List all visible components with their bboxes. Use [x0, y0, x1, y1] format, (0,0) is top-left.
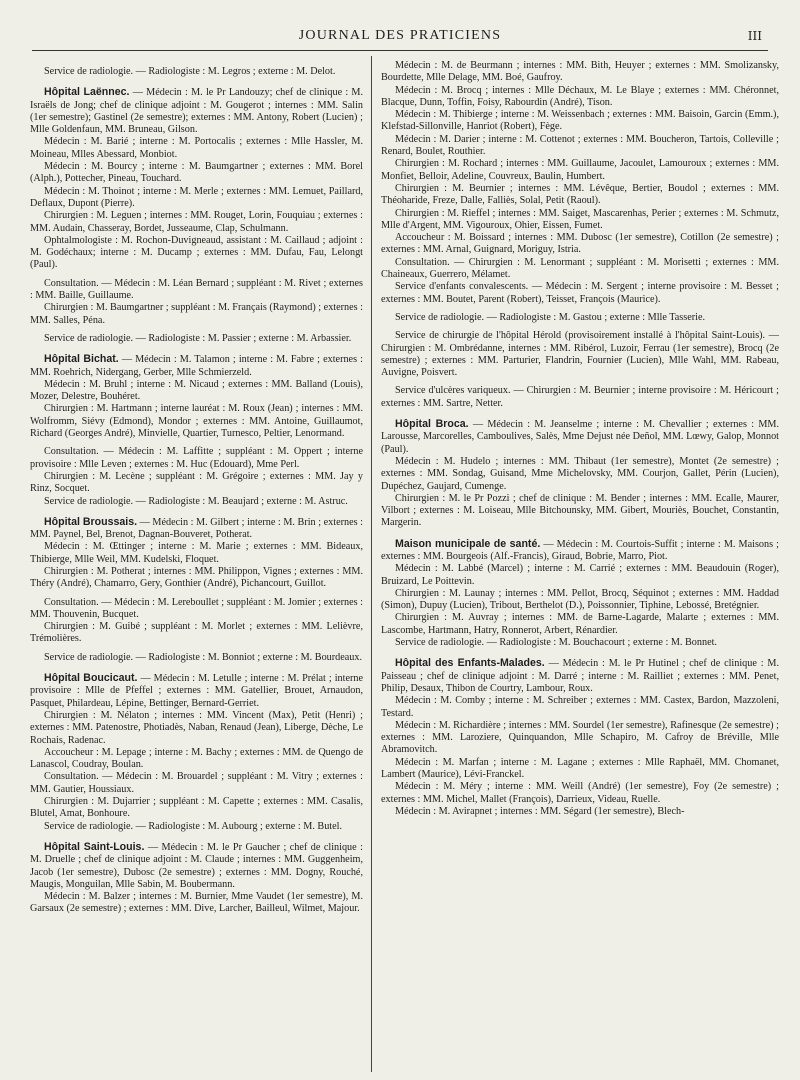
staff-paragraph: Médecin : M. Œttinger ; interne : M. Marie ; externes : MM. Bideaux, Thibierge, Mlle Weil, MM. Kudelski, Floquet.	[30, 541, 363, 565]
hospital-name: Hôpital Broussais.	[44, 515, 138, 528]
hospital-name: Hôpital Saint-Louis.	[44, 840, 145, 853]
staff-paragraph: Service de radiologie. — Radiologiste : M. Bouchacourt ; externe : M. Bonnet.	[395, 637, 717, 649]
staff-paragraph: Consultation. — Médecin : M. Laffitte ; suppléant : M. Oppert ; interne provisoire : Mlle Leven ; externes : M. Huc (Edouard), Mme Perl.	[30, 446, 363, 470]
staff-paragraph: Médecin : M. Brocq ; internes : Mlle Déchaux, M. Le Blaye ; externes : MM. Chéronnet, Blacque, Dunn, Toffin, Foisy, Rabourdin (André), Tison.	[381, 84, 779, 108]
hospital-name: Maison municipale de santé.	[395, 537, 541, 550]
staff-paragraph: Médecin : M. de Beurmann ; internes : MM. Bith, Heuyer ; externes : MM. Smolizansky, Bourdette, Mlle Delage, MM. Boé, Gaufroy.	[381, 60, 779, 84]
staff-paragraph: Service d'ulcères variqueux. — Chirurgien : M. Beurnier ; interne provisoire : M. Héricourt ; externes : MM. Sartre, Netter.	[381, 385, 779, 409]
left-column	[30, 60, 363, 916]
staff-paragraph: Médecin : M. Comby ; interne : M. Schreiber ; externes : MM. Castex, Bardon, Mazzoleni, Testard.	[381, 695, 779, 719]
entry-text: — Médecin : M. Letulle ; interne : M. Prélat ; interne provisoire : Mlle de Pfeffel ; externes : MM. Gatellier, Brouet, Arnaudon, Pasquet, Philardeau, Lépine, Bettinger, Bernard-Gerriet.	[30, 673, 363, 709]
entry-text: — Médecin : M. Gilbert ; interne : M. Brin ; externes : MM. Paynel, Bel, Brenot, Dagnan-Bouveret, Potherat.	[30, 516, 363, 541]
staff-paragraph: Chirurgien : M. Leguen ; internes : MM. Rouget, Lorin, Fouquiau ; externes : MM. Audain, Chasseray, Bordet, Jusseaume, Clap, Schulmann.	[30, 210, 363, 234]
staff-paragraph: Consultation. — Chirurgien : M. Lenormant ; suppléant : M. Morisetti ; externes : MM. Chaineaux, Guerrero, Mélamet.	[381, 256, 779, 281]
staff-paragraph: Service de radiologie. — Radiologiste : M. Beaujard ; externe : M. Astruc.	[44, 495, 348, 507]
hospital-entry	[381, 418, 779, 456]
journal-title: JOURNAL DES PRATICIENS	[298, 28, 502, 43]
staff-paragraph: Médecin : M. Méry ; interne : MM. Weill (André) (1er semestre), Foy (2e semestre) ; externes : MM. Michel, Mallet (François), Darrieux, Videau, Ruelle.	[381, 781, 779, 805]
staff-paragraph: Médecin : M. Bruhl ; interne : M. Nicaud ; externes : MM. Balland (Louis), Mozer, Delestre, Bouhéret.	[30, 378, 363, 403]
hospital-name: Hôpital Bichat.	[44, 353, 119, 366]
staff-paragraph: Service de radiologie. — Radiologiste : M. Legros ; externe : M. Delot.	[44, 66, 336, 77]
staff-paragraph: Médecin : M. Bourcy ; interne : M. Baumgartner ; externes : MM. Borel (Alph.), Pottecher, Pineau, Touchard.	[30, 161, 363, 185]
staff-paragraph: Chirurgien : M. Lecène ; suppléant : M. Grégoire ; externes : MM. Jay y Rinz, Socquet.	[30, 470, 363, 495]
staff-paragraph: Médecin : M. Richardière ; internes : MM. Sourdel (1er semestre), Rafinesque (2e semestre) ; externes : MM. Laroziere, Quinquandon, Mlle Schapiro, M. Cafroy de Bréville, Mlle Abramovitch.	[381, 719, 779, 756]
hospital-entry	[381, 657, 779, 695]
staff-paragraph: Chirurgien : M. Baumgartner ; suppléant : M. Français (Raymond) ; externes : MM. Salles, Péna.	[30, 302, 363, 326]
staff-paragraph: Médecin : M. Balzer ; internes : M. Burnier, Mme Vaudet (1er semestre), M. Garsaux (2e semestre) ; externes : MM. Dive, Larcher, Bailleul, Wilmet, Majour.	[30, 891, 363, 915]
hospital-entry	[30, 841, 363, 891]
staff-paragraph: Médecin : M. Marfan ; interne : M. Lagane ; externes : Mlle Raphaël, MM. Chomanet, Lambert (Maurice), Lévi-Franckel.	[381, 756, 779, 781]
entry-text: — Médecin : M. le Pr Landouzy; chef de clinique : M. Israëls de Jong; chef de clinique adjoint : M. Gougerot ; internes : MM. Salin (1er semestre); Gastinel (2e semestre); externes : MM. Antony, Robert (Lucien) ; Mlle Goldenfaun, MM. Bruneau, Gilson.	[30, 87, 364, 136]
staff-paragraph: Chirurgien : M. Hartmann ; interne lauréat : M. Roux (Jean) ; internes : MM. Wolfromm, Siévy (Edmond), Mondor ; externes : MM. Antoine, Guillaumot, Richard (Georges André), Minvielle, Quartier, Turnesco, Peltier, Lenormand.	[30, 403, 363, 440]
staff-paragraph: Service de chirurgie de l'hôpital Hérold (provisoirement installé à l'hôpital Saint-Louis). — Chirurgien : M. Ombrédanne, internes : MM. Ribérol, Luzoir, Ferrau (1er semestre), Brocq (2e semestre) ; externes : MM. Parturier, Flandrin, Fournier (Lucien), Mlle Wahl, MM. Rabeau, Auvigne, Poisvert.	[381, 330, 779, 379]
hospital-entry	[30, 353, 363, 379]
staff-paragraph: Médecin : M. Thoinot ; interne : M. Merle ; externes : MM. Lemuet, Paillard, Deflaux, Dupont (Pierre).	[30, 185, 363, 209]
staff-paragraph: Chirurgien : M. Rieffel ; internes : MM. Saiget, Mascarenhas, Perier ; externes : M. Schmutz, Mlle d'Argent, MM. Vigouroux, Ohier, Eissen, Fumet.	[381, 207, 779, 231]
page-header	[30, 28, 770, 52]
staff-paragraph: Ophtalmologiste : M. Rochon-Duvigneaud, assistant : M. Caillaud ; adjoint : M. Godéchaux; interne : M. Ducamp ; externes : MM. Dufau, Fau, Lelongt (Paul).	[30, 234, 363, 271]
entry-text: — Médecin : M. le Pr Hutinel ; chef de clinique : M. Paisseau ; chef de clinique adjoint : M. Darré ; interne : M. Railliet ; externes : MM. Penet, Philip, Desaux, Thibon de Courtry, Lambour, Roux.	[381, 658, 779, 694]
entry-text: — Médecin : M. Jeanselme ; interne : M. Chevallier ; externes : MM. Larousse, Marcorelles, Camboulives, Salès, Mme Dejust née Deñol, MM. Lœwy, Galop, Monnot (Paul).	[381, 419, 779, 455]
staff-paragraph: Accoucheur : M. Boissard ; internes : MM. Dubosc (1er semestre), Cotillon (2e semestre) ; externes : MM. Arnal, Guignard, Moriguy, Istria.	[381, 232, 779, 256]
staff-paragraph: Chirurgien : M. Auvray ; internes : MM. de Barne-Lagarde, Malarte ; externes : MM. Lascombe, Hartmann, Hatry, Ronnerot, Arbert, Rénardier.	[381, 612, 779, 636]
right-column	[381, 60, 779, 818]
hospital-name: Hôpital des Enfants-Malades.	[395, 657, 545, 670]
staff-paragraph: Chirurgien : M. Nélaton ; internes : MM. Vincent (Max), Petit (Henri) ; externes : MM. Patenostre, Photiadès, Naban, Renaud (Jean), Liberge, Dèche, Le Rochais, Radenac.	[30, 709, 363, 746]
staff-paragraph: Chirurgien : M. Dujarrier ; suppléant : M. Capette ; externes : MM. Casalis, Blutel, Amat, Bonhoure.	[30, 796, 363, 820]
hospital-name: Hôpital Boucicaut.	[44, 672, 138, 685]
staff-paragraph: Médecin : M. Labbé (Marcel) ; interne : M. Carrié ; externes : MM. Beaudouin (Roger), Bruizard, Le Poittevin.	[381, 563, 779, 587]
entry-text: — Médecin : M. Courtois-Suffit ; interne : M. Maisons ; externes : MM. Bourgeois (Alf.-Francis), Giraud, Bobrie, Marro, Piot.	[381, 538, 779, 562]
staff-paragraph: Chirurgien : M. Rochard ; internes : MM. Guillaume, Jacoulet, Lamouroux ; externes : MM. Monfiet, Belloir, Adeline, Couvreux, Baulin, Humbert.	[381, 158, 779, 182]
staff-paragraph: Service de radiologie. — Radiologiste : M. Aubourg ; externe : M. Butel.	[44, 820, 343, 832]
staff-paragraph: Médecin : M. Avirapnet ; internes : MM. Ségard (1er semestre), Blech-	[395, 805, 685, 817]
staff-paragraph: Consultation. — Médecin : M. Lereboullet ; suppléant : M. Jomier ; externes : MM. Thouvenin, Bucquet.	[30, 596, 363, 620]
staff-paragraph: Médecin : M. Hudelo ; internes : MM. Thibaut (1er semestre), Montet (2e semestre) ; externes : MM. Sondag, Guisand, Mme Michelovsky, MM. Courjon, Gallet, Périn (Lucien), Dupéchez, Gaujard, Cumenge.	[381, 455, 779, 492]
staff-paragraph: Consultation. — Médecin : M. Brouardel ; suppléant : M. Vitry ; externes : MM. Gautier, Houssiaux.	[30, 771, 363, 795]
staff-paragraph: Service de radiologie. — Radiologiste : M. Bonniot ; externe : M. Bourdeaux.	[44, 651, 363, 663]
hospital-name: Hôpital Laënnec.	[44, 86, 130, 99]
entry-text: — Médecin : M. Talamon ; interne : M. Fabre ; externes : MM. Roehrich, Nidergang, Gerber, Mlle Schmierzeld.	[30, 354, 363, 378]
hospital-name: Hôpital Broca.	[395, 418, 469, 431]
staff-paragraph: Médecin : M. Darier ; interne : M. Cottenot ; externes : MM. Boucheron, Tartois, Colleville ; Renard, Boulet, Routhier.	[381, 133, 779, 158]
hospital-entry	[381, 538, 779, 564]
hospital-entry	[30, 86, 363, 136]
column-divider	[371, 56, 372, 1072]
header-rule	[32, 50, 768, 51]
staff-paragraph: Chirurgien : M. Beurnier ; internes : MM. Lévêque, Bertier, Boudol ; externes : MM. Théoharide, Freze, Dalle, Falliès, Solal, Petit (Raoul).	[381, 182, 779, 207]
entry-text: — Médecin : M. le Pr Gaucher ; chef de clinique : M. Druelle ; chef de clinique adjoint : M. Claude ; internes : MM. Guggenheim, Jacob (1er semestre), Dubosc (2e semestre) ; externes : MM. Dogny, Rouché, Maugis, Monguilan, Mlle Sabin, M. Boubermann.	[30, 841, 363, 890]
staff-paragraph: Chirurgien : M. Guibé ; suppléant : M. Morlet ; externes : MM. Lelièvre, Trémolières.	[30, 621, 363, 645]
staff-paragraph: Service d'enfants convalescents. — Médecin : M. Sergent ; interne provisoire : M. Besset ; externes : MM. Boutet, Parent (Robert), Teisset, François (Maurice).	[381, 281, 779, 305]
staff-paragraph: Accoucheur : M. Lepage ; interne : M. Bachy ; externes : MM. de Quengo de Lanascol, Coudray, Boulan.	[30, 746, 363, 771]
staff-paragraph: Service de radiologie. — Radiologiste : M. Gastou ; externe : Mlle Tasserie.	[395, 311, 706, 323]
hospital-entry	[30, 516, 363, 542]
staff-paragraph: Chirurgien : M. Launay ; internes : MM. Pellot, Brocq, Séquinot ; externes : MM. Haddad (Simon), Dupuy (Lucien), Tribout, Berthelot (D.), Poissonnier, Tiphine, Lebossé, Bretégnier.	[381, 587, 779, 612]
staff-paragraph: Service de radiologie. — Radiologiste : M. Passier ; externe : M. Arbassier.	[44, 332, 352, 344]
hospital-entry	[30, 672, 363, 710]
staff-paragraph: Médecin : M. Barié ; interne : M. Portocalis ; externes : Mlle Hassler, M. Moineau, Mlles Abessard, Monbiot.	[30, 136, 363, 160]
page-number: III	[747, 29, 762, 43]
staff-paragraph: Médecin : M. Thibierge ; interne : M. Weissenbach ; externes : MM. Baisoin, Garcin (Emm.), Klefstad-Sillonville, Hanriot (Robert), Fège.	[381, 109, 779, 133]
staff-paragraph: Consultation. — Médecin : M. Léan Bernard ; suppléant : M. Rivet ; externes : MM. Baille, Guillaume.	[30, 277, 363, 302]
staff-paragraph: Chirurgien : M. Potherat ; internes : MM. Philippon, Vignes ; externes : MM. Théry (André), Chamarro, Gery, Gonthier (André), Pichancourt, Guillot.	[30, 565, 363, 590]
staff-paragraph: Chirurgien : M. le Pr Pozzi ; chef de clinique : M. Bender ; internes : MM. Ecalle, Maurer, Vilbort ; externes : M. Loiseau, Mlle Bitchounsky, MM. Gibert, Mouriès, Bouchet, Constantin, Margerin.	[381, 492, 779, 529]
